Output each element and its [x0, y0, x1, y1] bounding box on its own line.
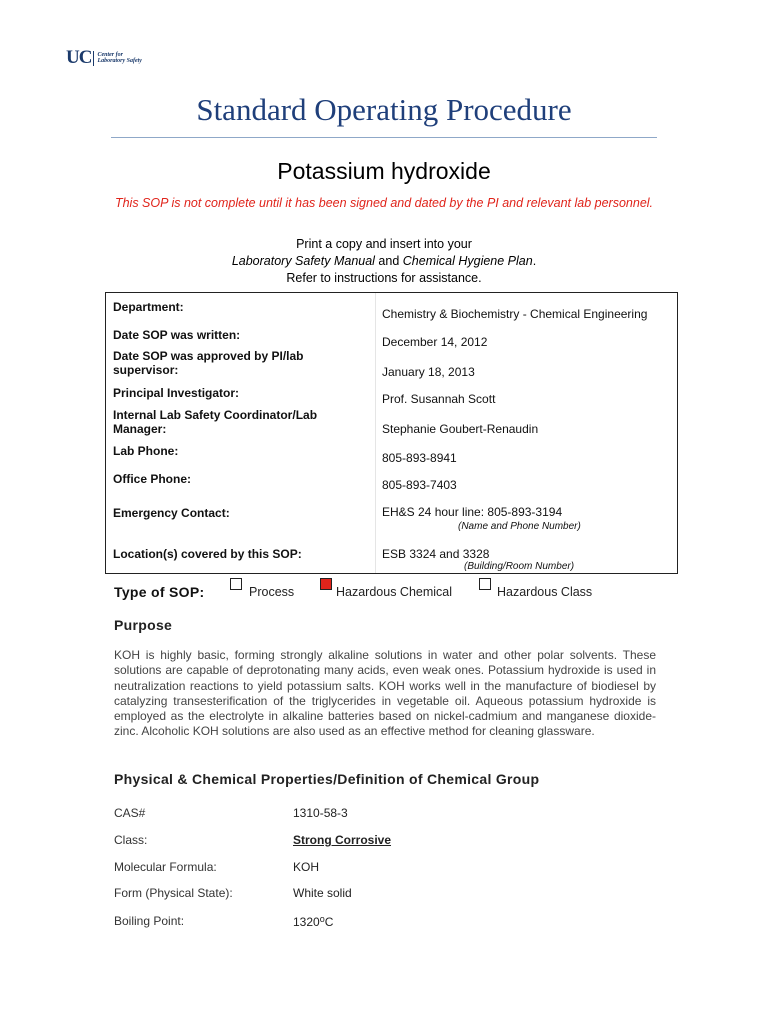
boiling-point-value [293, 914, 333, 929]
chemical-name: Potassium hydroxide [277, 158, 491, 184]
instructions [0, 236, 768, 287]
purpose-text: KOH is highly basic, forming strongly alkaline solutions in water and other polar solvents. These solutions are capable of deprotonating many acids, even weak ones. Potassium hydroxide is used in neutralization reactions to yield potassium salts. KOH works well in the manufacture of biodiesel by catalyzing transesterification of the triglycerides in vegetable oil. Aqueous potassium hydroxide is employed as the electrolyte in alkaline batteries based on nickel-cadmium and manganese dioxide-zinc. Alcoholic KOH solutions are also used as an effective method for cleaning glassware. [114, 648, 656, 739]
form-value: White solid [293, 886, 352, 900]
hazardous-class-checkbox[interactable] [479, 578, 491, 590]
boiling-point-unit: C [324, 915, 334, 929]
properties-heading: Physical & Chemical Properties/Definition of Chemical Group [114, 771, 540, 787]
pi-value: Prof. Susannah Scott [382, 392, 496, 406]
location-hint: (Building/Room Number) [464, 561, 575, 572]
sop-type-label: Type of SOP: [114, 584, 205, 600]
department-value: Chemistry & Biochemistry - Chemical Engineering [382, 307, 648, 321]
logo-divider [93, 51, 94, 66]
uc-logo [66, 48, 142, 68]
instructions-and: and [374, 254, 403, 268]
hazardous-class-option-label: Hazardous Class [497, 585, 593, 599]
pi-label: Principal Investigator: [113, 386, 240, 400]
location-value: ESB 3324 and 3328 [382, 547, 490, 561]
form-label: Form (Physical State): [114, 886, 233, 900]
written-date-value: December 14, 2012 [382, 335, 488, 349]
cas-label: CAS# [114, 806, 146, 820]
location-label: Location(s) covered by this SOP: [113, 547, 302, 561]
manual-name: Laboratory Safety Manual [231, 254, 375, 268]
sop-info-table [105, 292, 678, 574]
plan-name: Chemical Hygiene Plan [402, 254, 533, 268]
written-date-label: Date SOP was written: [113, 328, 241, 342]
process-option-label: Process [249, 585, 295, 599]
instructions-line-2 [0, 253, 768, 270]
logo-text [97, 52, 142, 64]
lab-phone-value: 805-893-8941 [382, 451, 457, 465]
logo-mark: UC [66, 47, 92, 68]
office-phone-value: 805-893-7403 [382, 478, 457, 492]
cas-value: 1310-58-3 [293, 806, 348, 820]
instructions-line-3: Refer to instructions for assistance. [286, 271, 482, 285]
emergency-hint: (Name and Phone Number) [458, 521, 581, 532]
coordinator-label: Internal Lab Safety Coordinator/Lab Manager: [113, 408, 318, 436]
formula-value: KOH [293, 860, 320, 874]
lab-phone-label: Lab Phone: [113, 444, 179, 458]
boiling-point-label: Boiling Point: [114, 914, 185, 928]
process-checkbox[interactable] [230, 578, 242, 590]
hazardous-chemical-option-label: Hazardous Chemical [336, 585, 453, 599]
logo-line-2: Laboratory Safety [97, 58, 142, 64]
office-phone-label: Office Phone: [113, 472, 192, 486]
instructions-line-1: Print a copy and insert into your [296, 237, 472, 251]
formula-label: Molecular Formula: [114, 860, 217, 874]
logo-line-1: Center for [97, 52, 123, 58]
title-rule [111, 137, 657, 138]
coordinator-value: Stephanie Goubert-Renaudin [382, 422, 539, 436]
instructions-period: . [532, 254, 537, 268]
purpose-heading: Purpose [114, 617, 173, 633]
emergency-label: Emergency Contact: [113, 506, 230, 520]
class-value: Strong Corrosive [293, 833, 392, 847]
approved-date-value: January 18, 2013 [382, 365, 475, 379]
class-label: Class: [114, 833, 148, 847]
approved-date-label: Date SOP was approved by PI/lab supervisor: [113, 349, 304, 377]
boiling-point-number: 1320 [293, 915, 320, 929]
hazardous-chemical-checkbox[interactable] [320, 578, 332, 590]
department-label: Department: [113, 300, 184, 314]
degree-symbol: o [319, 914, 325, 924]
table-divider [375, 293, 376, 573]
emergency-value: EH&S 24 hour line: 805-893-3194 [382, 505, 563, 519]
document-title: Standard Operating Procedure [196, 92, 572, 127]
completion-warning: This SOP is not complete until it has been signed and dated by the PI and relevant lab personnel. [114, 196, 654, 210]
